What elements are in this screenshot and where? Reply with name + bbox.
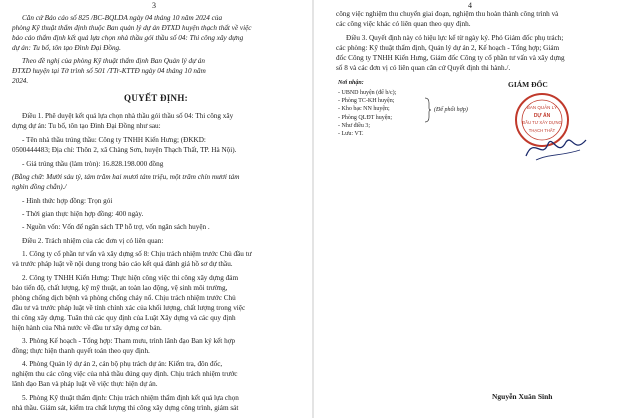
intro-line: 2024. — [12, 77, 29, 85]
svg-text:THẠCH THẤT: THẠCH THẤT — [528, 128, 556, 133]
article-2-line: hiện hành của Nhà nước về đầu tư xây dựng cơ bản. — [12, 324, 162, 332]
article-1-line: - Hình thức hợp đồng: Trọn gói — [22, 197, 113, 205]
intro-line: ĐTXD huyện tại Tờ trình số 501 /TTr-KTTĐ ngày 04 tháng 10 năm — [12, 67, 206, 75]
article-1-line: nghìn đồng chẵn)./ — [12, 183, 67, 191]
article-1-line: - Giá trúng thầu (làm tròn): 16.828.198.000 đồng — [22, 160, 164, 168]
article-3-line: Điều 3. Quyết định này có hiệu lực kể từ ngày ký. Phó Giám đốc phụ trách; — [346, 34, 564, 42]
document-page-right — [314, 0, 624, 418]
intro-line: Theo đề nghị của phòng Kỹ thuật thẩm định Ban Quản lý dự án — [22, 57, 205, 65]
article-2-line: đầu tư và trước pháp luật về tính chính xác của khối lượng, chất lượng trong việc — [12, 304, 246, 312]
continuation-line: các công việc khác có liên quan theo quy định. — [336, 20, 471, 28]
page-number: 4 — [468, 1, 472, 10]
recipient-item: - UBND huyện (để b/c); — [338, 90, 397, 96]
article-2-line: Điều 2. Trách nhiệm của các đơn vị có liên quan: — [22, 237, 164, 245]
article-3-line: đốc Công ty TNHH Kiến Hưng, Giám đốc Công ty cổ phần tư vấn và xây dựng — [336, 54, 565, 62]
article-2-line: 1. Công ty cổ phần tư vấn và xây dựng số 8: Chịu trách nhiệm trước Chủ đầu tư — [22, 250, 252, 258]
recipients-list — [338, 89, 396, 138]
brace-icon — [424, 97, 432, 123]
intro-line: phòng Kỹ thuật thẩm định thuộc Ban quản lý dự án ĐTXD huyện thạch thất về việc — [12, 24, 252, 32]
signer-title: GIÁM ĐỐC — [508, 80, 548, 89]
svg-text:ĐẦU TƯ XÂY DỰNG: ĐẦU TƯ XÂY DỰNG — [522, 120, 562, 125]
article-2-line: 2. Công ty TNHH Kiến Hưng: Thực hiện công việc thi công xây dựng đảm — [22, 274, 239, 282]
coordination-note: (Để phối hợp) — [434, 107, 468, 113]
intro-line: Căn cứ Báo cáo số 825 /BC-BQLDA ngày 04 tháng 10 năm 2024 của — [22, 14, 223, 22]
article-2-line: đồng; thực hiện thanh quyết toán theo quy định. — [12, 347, 150, 355]
article-2-line: bảo tiến độ, chất lượng, kỹ mỹ thuật, an toàn lao động, vệ sinh môi trường, — [12, 284, 228, 292]
intro-line: dự án: Tu bổ, tôn tạo Đình Đại Đồng. — [12, 44, 121, 52]
article-2-line: phòng chống dịch bệnh và phòng chống cháy nổ. Chịu trách nhiệm trước Chủ — [12, 294, 236, 302]
continuation-line: công việc nghiệm thu chuyển giai đoạn, nghiệm thu hoàn thành công trình và — [336, 10, 559, 18]
article-2-line: thi công xây dựng. Tuân thủ các quy định của Luật Xây dựng và các quy định — [12, 314, 236, 322]
article-3-line: số 8 và các đơn vị có liên quan căn cứ Quyết định thi hành./. — [336, 64, 511, 72]
recipient-item: - Như điều 3; — [338, 122, 371, 129]
signature-image — [522, 130, 592, 166]
page-number: 3 — [152, 1, 156, 10]
svg-text:DỰ ÁN: DỰ ÁN — [533, 113, 551, 119]
article-3-line: các phòng: Kỹ thuật thẩm định, Quản lý dự án 2, Kế hoạch - Tổng hợp; Giám — [336, 44, 560, 52]
article-1-line: - Nguồn vốn: Vốn để ngân sách TP hỗ trợ, vốn ngân sách huyện . — [22, 223, 210, 231]
article-1-line: - Tên nhà thầu trúng thầu: Công ty TNHH Kiến Hưng; (ĐKKD: — [22, 136, 206, 144]
article-2-line: lãnh đạo Ban và pháp luật về việc thực hiện dự án. — [12, 380, 158, 388]
article-1-line: dựng dự án: Tu bổ, tôn tạo Đình Đại Đồng như sau: — [12, 122, 161, 130]
svg-text:BAN QUẢN LÝ: BAN QUẢN LÝ — [526, 105, 558, 110]
recipient-item: - Phòng QLĐT huyện; — [338, 114, 393, 121]
article-1-line: 0500444483; Địa chỉ: Thôn 2, xã Chàng Sơn, huyện Thạch Thất, TP. Hà Nội). — [12, 146, 237, 154]
article-2-line: nhà thầu. Giám sát, kiểm tra chất lượng thi công xây dựng công trình, giám sát — [12, 404, 239, 412]
recipient-item: - Phòng TC-KH huyện; — [338, 98, 395, 105]
article-1-line: (Bằng chữ: Mười sáu tỷ, tám trăm hai mươi tám triệu, một trăm chín mươi tám — [12, 173, 240, 181]
article-2-line: 5. Phòng Kỹ thuật thẩm định: Chịu trách nhiệm thẩm định kết quả lựa chọn — [22, 394, 239, 402]
recipient-item: - Lưu: VT. — [338, 131, 364, 138]
recipients-label: Nơi nhận: — [338, 80, 364, 86]
article-1-line: - Thời gian thực hiện hợp đồng: 400 ngày. — [22, 210, 144, 218]
article-2-line: 4. Phòng Quản lý dự án 2, cán bộ phụ trách dự án: Kiểm tra, đôn đốc, — [22, 360, 223, 368]
article-1-line: Điều 1. Phê duyệt kết quả lựa chọn nhà thầu gói thầu số 04: Thi công xây — [22, 112, 234, 120]
decision-title: QUYẾT ĐỊNH: — [124, 93, 188, 103]
recipient-item: - Kho bạc NN huyện; — [338, 106, 390, 113]
signer-name: Nguyễn Xuân Sinh — [492, 392, 553, 401]
article-2-line: nghiệm thu các công việc của nhà thầu đúng quy định. Chịu trách nhiệm trước — [12, 370, 238, 378]
article-2-line: và trước pháp luật về nội dung trong báo cáo kết quả đánh giá hồ sơ dự thầu. — [12, 260, 233, 268]
article-2-line: 3. Phòng Kế hoạch - Tổng hợp: Tham mưu, trình lãnh đạo Ban ký kết hợp — [22, 337, 236, 345]
intro-line: báo cáo thẩm định kết quả lựa chọn nhà thầu gói thầu số 04: Thi công xây dựng — [12, 34, 244, 42]
